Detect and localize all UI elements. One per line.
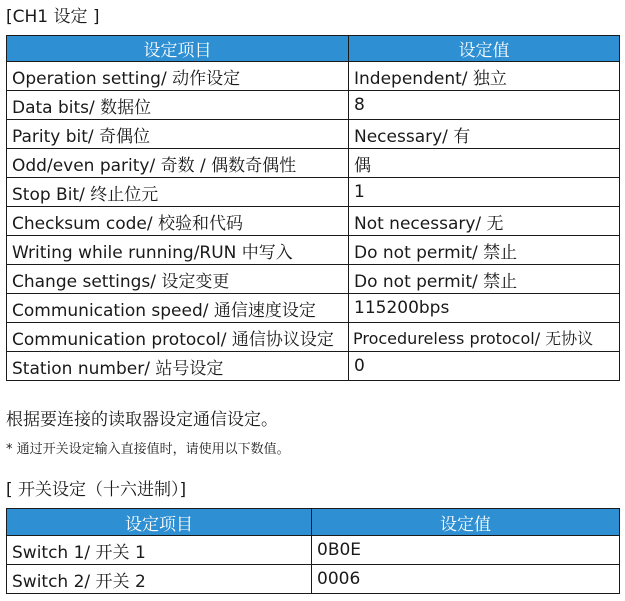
- setting-item-cell: Station number/ 站号设定: [7, 352, 349, 381]
- setting-value-cell: 8: [349, 91, 620, 120]
- table-row: [7, 91, 620, 120]
- table-row: [7, 265, 620, 294]
- setting-item-cell: Odd/even parity/ 奇数 / 偶数奇偶性: [7, 149, 349, 178]
- setting-item-cell: Communication protocol/ 通信协议设定: [7, 323, 349, 352]
- table-row: [7, 178, 620, 207]
- instruction-text: 根据要连接的读取器设定通信设定。: [6, 410, 278, 430]
- setting-value-cell: 0: [349, 352, 620, 381]
- setting-value-cell: Independent/ 独立: [349, 62, 620, 91]
- column-header-value: 设定值: [312, 509, 620, 536]
- setting-value-cell: Not necessary/ 无: [349, 207, 620, 236]
- setting-item-cell: Checksum code/ 校验和代码: [7, 207, 349, 236]
- table-header-row: [7, 36, 620, 62]
- setting-value-cell: 115200bps: [349, 294, 620, 323]
- table-row: [7, 565, 620, 594]
- table-row: [7, 536, 620, 565]
- setting-value-cell: 1: [349, 178, 620, 207]
- column-header-item: 设定项目: [7, 509, 312, 536]
- table-row: [7, 149, 620, 178]
- setting-value-cell: Procedureless protocol/ 无协议: [349, 323, 620, 352]
- table-row: [7, 120, 620, 149]
- setting-item-cell: Change settings/ 设定变更: [7, 265, 349, 294]
- table-row: [7, 352, 620, 381]
- setting-item-cell: Parity bit/ 奇偶位: [7, 120, 349, 149]
- setting-item-cell: Operation setting/ 动作设定: [7, 62, 349, 91]
- switch-item-cell: Switch 2/ 开关 2: [7, 565, 312, 594]
- table-row: [7, 294, 620, 323]
- setting-value-cell: Do not permit/ 禁止: [349, 265, 620, 294]
- switch-settings-heading: [ 开关设定（十六进制）]: [6, 480, 187, 500]
- setting-item-cell: Stop Bit/ 终止位元: [7, 178, 349, 207]
- setting-item-cell: Data bits/ 数据位: [7, 91, 349, 120]
- table-row: [7, 323, 620, 352]
- setting-value-cell: Do not permit/ 禁止: [349, 236, 620, 265]
- switch-value-cell: 0006: [312, 565, 620, 594]
- table-row: [7, 236, 620, 265]
- table-row: [7, 207, 620, 236]
- table-header-row: [7, 509, 620, 536]
- switch-item-cell: Switch 1/ 开关 1: [7, 536, 312, 565]
- setting-item-cell: Communication speed/ 通信速度设定: [7, 294, 349, 323]
- switch-value-cell: 0B0E: [312, 536, 620, 565]
- setting-value-cell: Necessary/ 有: [349, 120, 620, 149]
- setting-value-cell: 偶: [349, 149, 620, 178]
- ch1-settings-heading: [CH1 设定 ]: [6, 7, 100, 27]
- column-header-value: 设定值: [349, 36, 620, 62]
- column-header-item: 设定项目: [7, 36, 349, 62]
- ch1-settings-table: [6, 35, 620, 381]
- switch-settings-table: [6, 508, 620, 594]
- footnote-text: * 通过开关设定输入直接值时，请使用以下数值。: [6, 442, 290, 457]
- table-row: [7, 62, 620, 91]
- setting-item-cell: Writing while running/RUN 中写入: [7, 236, 349, 265]
